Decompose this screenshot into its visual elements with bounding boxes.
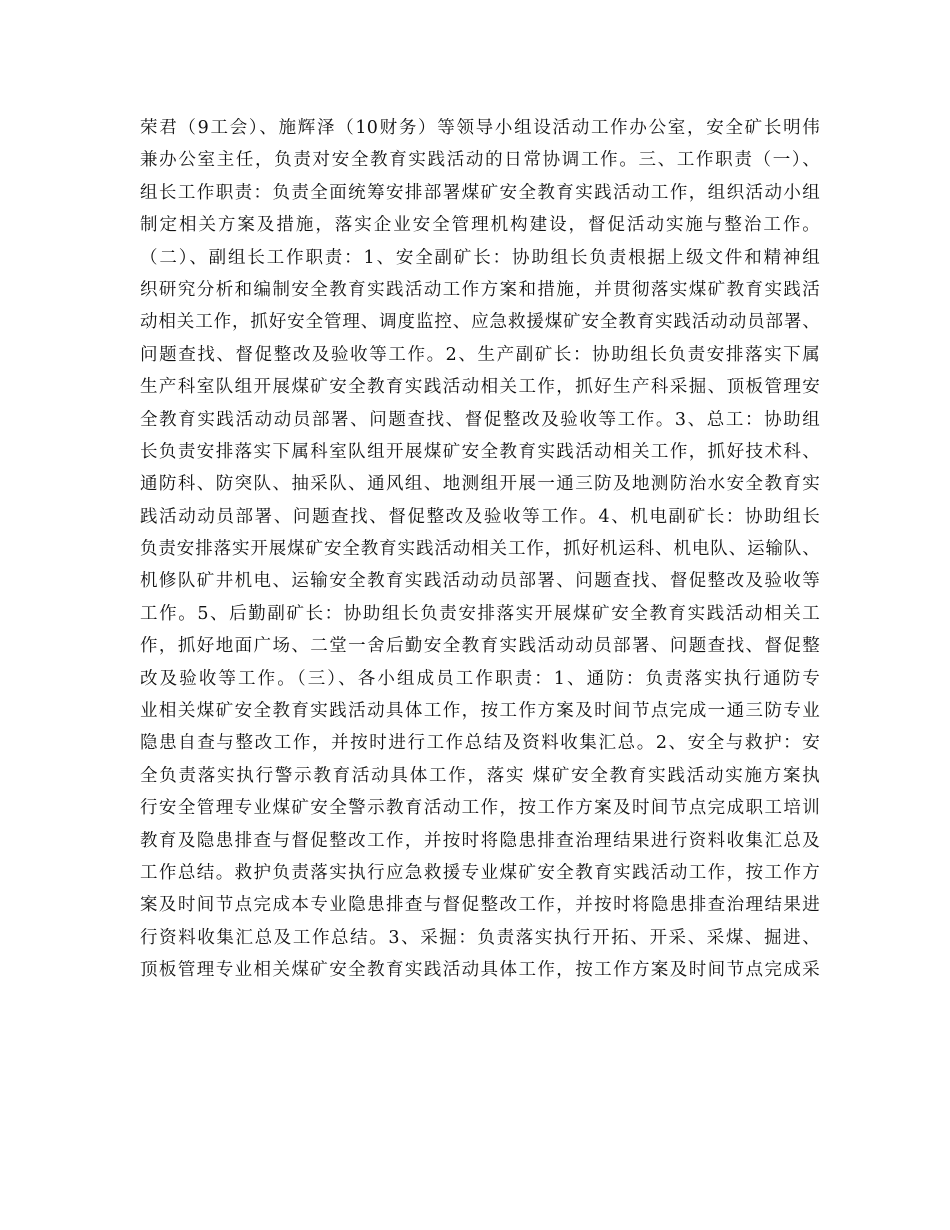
text-line: 践活动动员部署、问题查找、督促整改及验收等工作。4、机电副矿长：协助组长: [140, 506, 820, 527]
text-line: 改及验收等工作。（三）、各小组成员工作职责：1、通防：负责落实执行通防专: [140, 668, 820, 689]
text-line: 组长工作职责：负责全面统筹安排部署煤矿安全教育实践活动工作，组织活动小组: [140, 182, 820, 203]
text-line: 全教育实践活动动员部署、问题查找、督促整改及验收等工作。3、总工：协助组: [140, 409, 820, 430]
text-line: 生产科室队组开展煤矿安全教育实践活动相关工作，抓好生产科采掘、顶板管理安: [140, 377, 820, 398]
text-line: 问题查找、督促整改及验收等工作。2、生产副矿长：协助组长负责安排落实下属: [140, 344, 820, 365]
text-line: 长负责安排落实下属科室队组开展煤矿安全教育实践活动相关工作，抓好技术科、: [140, 441, 820, 462]
body-text: [140, 112, 820, 987]
text-line: 行资料收集汇总及工作总结。3、采掘：负责落实执行开拓、开采、采煤、掘进、: [140, 927, 820, 948]
text-line: 制定相关方案及措施，落实企业安全管理机构建设，督促活动实施与整治工作。: [140, 215, 820, 236]
text-line: 荣君（9工会）、施辉泽（10财务）等领导小组设活动工作办公室，安全矿长明伟: [140, 118, 820, 138]
text-line: （二）、副组长工作职责：1、安全副矿长：协助组长负责根据上级文件和精神组: [140, 247, 820, 268]
text-line: 业相关煤矿安全教育实践活动具体工作，按工作方案及时间节点完成一通三防专业: [140, 701, 820, 722]
text-line: 行安全管理专业煤矿安全警示教育活动工作，按工作方案及时间节点完成职工培训: [140, 798, 820, 819]
text-line: 兼办公室主任，负责对安全教育实践活动的日常协调工作。三、工作职责（一）、: [140, 150, 820, 171]
text-line: 工作总结。救护负责落实执行应急救援专业煤矿安全教育实践活动工作，按工作方: [140, 862, 820, 883]
text-line: 织研究分析和编制安全教育实践活动工作方案和措施，并贯彻落实煤矿教育实践活: [140, 279, 820, 300]
text-line: 动相关工作，抓好安全管理、调度监控、应急救援煤矿安全教育实践活动动员部署、: [140, 312, 820, 333]
text-line: 负责安排落实开展煤矿安全教育实践活动相关工作，抓好机运科、机电队、运输队、: [140, 539, 820, 560]
text-line: 教育及隐患排查与督促整改工作，并按时将隐患排查治理结果进行资料收集汇总及: [140, 830, 820, 851]
text-line: 隐患自查与整改工作，并按时进行工作总结及资料收集汇总。2、安全与救护：安: [140, 733, 820, 754]
text-line: 通防科、防突队、抽采队、通风组、地测组开展一通三防及地测防治水安全教育实: [140, 474, 820, 495]
text-line: 作，抓好地面广场、二堂一舍后勤安全教育实践活动动员部署、问题查找、督促整: [140, 636, 820, 657]
text-line: 机修队矿井机电、运输安全教育实践活动动员部署、问题查找、督促整改及验收等: [140, 571, 820, 592]
text-line: 工作。5、后勤副矿长：协助组长负责安排落实开展煤矿安全教育实践活动相关工: [140, 603, 820, 624]
text-line: 顶板管理专业相关煤矿安全教育实践活动具体工作，按工作方案及时间节点完成采: [140, 960, 820, 981]
text-line: 案及时间节点完成本专业隐患排查与督促整改工作，并按时将隐患排查治理结果进: [140, 895, 820, 916]
text-line: 全负责落实执行警示教育活动具体工作，落实 煤矿安全教育实践活动实施方案执: [140, 765, 820, 786]
